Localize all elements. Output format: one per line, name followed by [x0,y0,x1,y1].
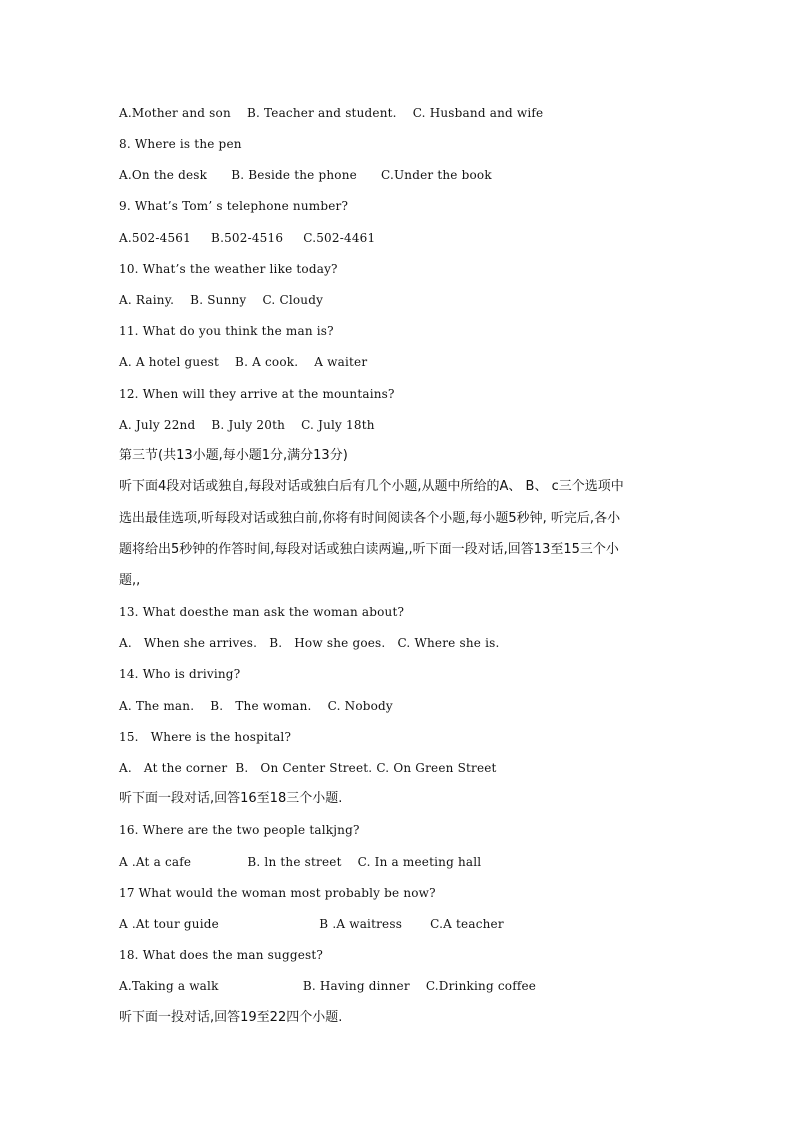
q16-question: 16. Where are the two people talkjng? [119,823,360,837]
q16-options: A .At a cafe B. ln the street C. In a meeting hall [119,855,482,869]
q11-question: 11. What do you think the man is? [119,324,334,338]
q12-options: A. July 22nd B. July 20th C. July 18th [119,418,375,432]
dialogue-intro-16-18: 听下面一段对话,回答16至18三个小题. [119,791,343,806]
q17-question: 17 What would the woman most probably be now? [119,886,436,900]
instructions-line-3: 题将给出5秒钟的作答时间,每段对话或独白读两遍,,听下面一段对话,回答13至15三个小 [119,542,619,557]
q8-question: 8. Where is the pen [119,137,242,151]
instructions-line-1: 听下面4段对话或独自,每段对话或独白后有几个小题,从题中所给的A、 B、 c三个选项中 [119,479,624,494]
instructions-line-4: 题,, [119,573,141,588]
q15-options: A. At the corner B. On Center Street. C. On Green Street [119,761,497,775]
q15-question: 15. Where is the hospital? [119,730,292,744]
q9-options: A.502-4561 B.502-4516 C.502-4461 [119,231,376,245]
q11-options: A. A hotel guest B. A cook. A waiter [119,355,368,369]
q9-question: 9. What’s Tom’ s telephone number? [119,199,349,213]
q14-options: A. The man. B. The woman. C. Nobody [119,699,393,713]
q18-question: 18. What does the man suggest? [119,948,324,962]
dialogue-intro-19-22: 听下面一投对话,回答19至22四个小题. [119,1010,343,1025]
q10-options: A. Rainy. B. Sunny C. Cloudy [119,293,324,307]
q17-options: A .At tour guide B .A waitress C.A teacher [119,917,504,931]
q14-question: 14. Who is driving? [119,667,241,681]
q8-options: A.On the desk B. Beside the phone C.Under the book [119,168,492,182]
section3-heading: 第三节(共13小题,每小题1分,满分13分) [119,448,348,463]
q12-question: 12. When will they arrive at the mountains? [119,387,395,401]
q7-options: A.Mother and son B. Teacher and student. C. Husband and wife [119,106,544,120]
q18-options: A.Taking a walk B. Having dinner C.Drinking coffee [119,979,537,993]
instructions-line-2: 选出最佳选项,听每段对话或独白前,你将有时间阅读各个小题,每小题5秒钟, 听完后,各小 [119,511,621,526]
q13-question: 13. What doesthe man ask the woman about? [119,605,405,619]
q10-question: 10. What’s the weather like today? [119,262,338,276]
q13-options: A. When she arrives. B. How she goes. C. Where she is. [119,636,500,650]
